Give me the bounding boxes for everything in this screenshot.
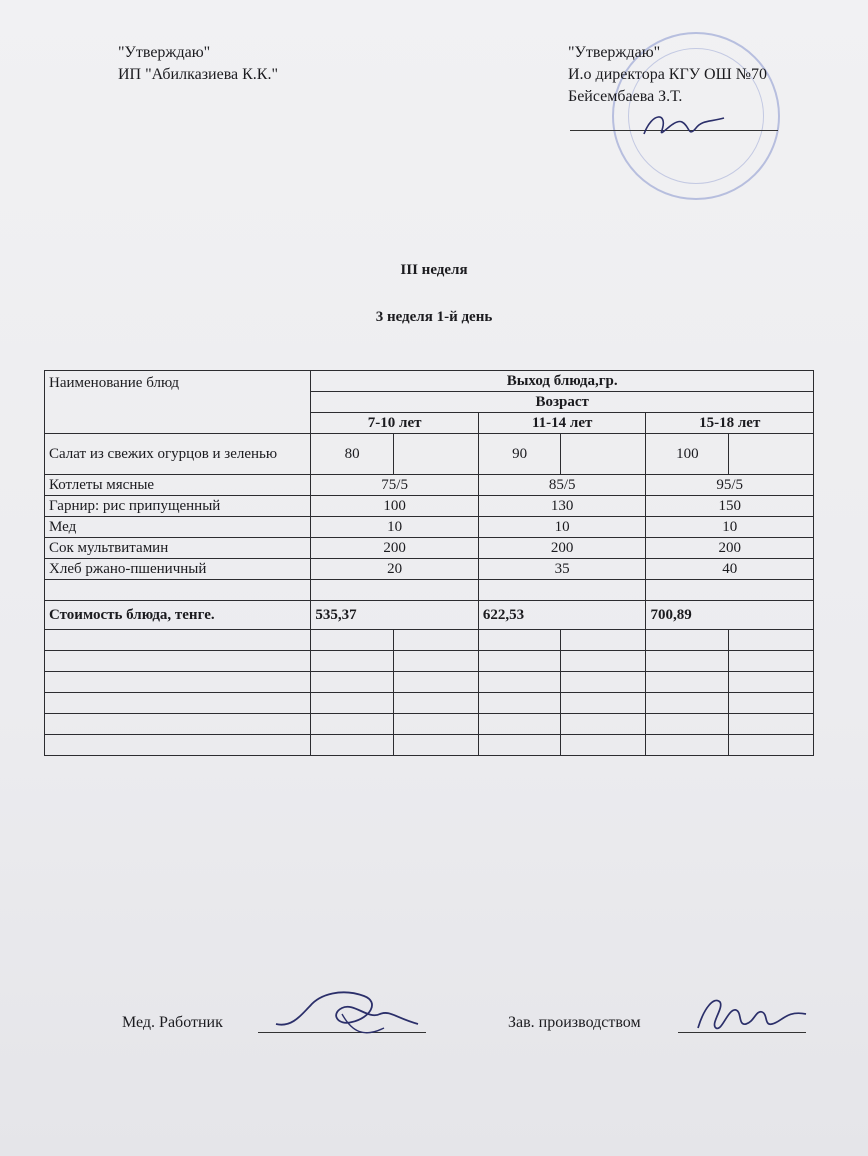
dish-name: Сок мультвитамин bbox=[45, 538, 311, 559]
approval-block-right bbox=[568, 42, 767, 108]
value-7-10: 75/5 bbox=[311, 475, 479, 496]
table-row-empty bbox=[45, 651, 814, 672]
value-11-14: 200 bbox=[478, 538, 646, 559]
approval-left-line1: "Утверждаю" bbox=[118, 44, 211, 61]
production-head-label: Зав. производством bbox=[508, 1014, 641, 1031]
value-7-10: 10 bbox=[311, 517, 479, 538]
age-group-3: 15-18 лет bbox=[646, 413, 814, 434]
value-15-18: 100 bbox=[646, 434, 729, 475]
table-row-empty bbox=[45, 630, 814, 651]
production-head-signature bbox=[690, 988, 810, 1038]
table-row bbox=[45, 538, 814, 559]
header-dish-name: Наименование блюд bbox=[45, 371, 311, 434]
value-7-10: 200 bbox=[311, 538, 479, 559]
med-worker-label: Мед. Работник bbox=[122, 1014, 223, 1031]
value-15-18: 150 bbox=[646, 496, 814, 517]
dish-name: Салат из свежих огурцов и зеленью bbox=[45, 434, 311, 475]
value-15-18: 200 bbox=[646, 538, 814, 559]
cost-15-18: 700,89 bbox=[646, 601, 814, 630]
value-7-10: 20 bbox=[311, 559, 479, 580]
table-row bbox=[45, 434, 814, 475]
dish-name: Гарнир: рис припущенный bbox=[45, 496, 311, 517]
dish-name: Мед bbox=[45, 517, 311, 538]
value-15-18: 40 bbox=[646, 559, 814, 580]
cost-label: Стоимость блюда, тенге. bbox=[45, 601, 311, 630]
table-row bbox=[45, 496, 814, 517]
day-title: 3 неделя 1-й день bbox=[375, 309, 493, 325]
table-header-row bbox=[45, 371, 814, 392]
approval-block-left bbox=[118, 42, 278, 86]
approval-right-line2: И.о директора КГУ ОШ №70 bbox=[568, 66, 768, 83]
approval-left-line2: ИП "Абилказиева К.К." bbox=[118, 66, 279, 83]
dish-name: Хлеб ржано-пшеничный bbox=[45, 559, 311, 580]
table-row-empty bbox=[45, 672, 814, 693]
cost-11-14: 622,53 bbox=[478, 601, 646, 630]
value-11-14: 90 bbox=[478, 434, 560, 475]
table-row-empty bbox=[45, 580, 814, 601]
header-age: Возраст bbox=[311, 392, 814, 413]
med-worker-signature bbox=[272, 984, 422, 1044]
approval-right-line1: "Утверждаю" bbox=[568, 44, 661, 61]
cost-row bbox=[45, 601, 814, 630]
age-group-1: 7-10 лет bbox=[311, 413, 479, 434]
value-11-14: 10 bbox=[478, 517, 646, 538]
table-row-empty bbox=[45, 735, 814, 756]
header-yield: Выход блюда,гр. bbox=[311, 371, 814, 392]
age-group-2: 11-14 лет bbox=[478, 413, 646, 434]
value-7-10: 80 bbox=[311, 434, 393, 475]
dish-name: Котлеты мясные bbox=[45, 475, 311, 496]
menu-table bbox=[44, 370, 814, 756]
table-row bbox=[45, 475, 814, 496]
value-7-10: 100 bbox=[311, 496, 479, 517]
director-signature bbox=[638, 108, 728, 142]
table-row-empty bbox=[45, 693, 814, 714]
table-row-empty bbox=[45, 714, 814, 735]
value-11-14: 85/5 bbox=[478, 475, 646, 496]
value-15-18: 10 bbox=[646, 517, 814, 538]
approval-right-line3: Бейсембаева З.Т. bbox=[568, 88, 683, 105]
value-11-14: 35 bbox=[478, 559, 646, 580]
table-row bbox=[45, 559, 814, 580]
week-title: III неделя bbox=[400, 262, 468, 278]
value-11-14: 130 bbox=[478, 496, 646, 517]
cost-7-10: 535,37 bbox=[311, 601, 479, 630]
table-row bbox=[45, 517, 814, 538]
value-15-18: 95/5 bbox=[646, 475, 814, 496]
